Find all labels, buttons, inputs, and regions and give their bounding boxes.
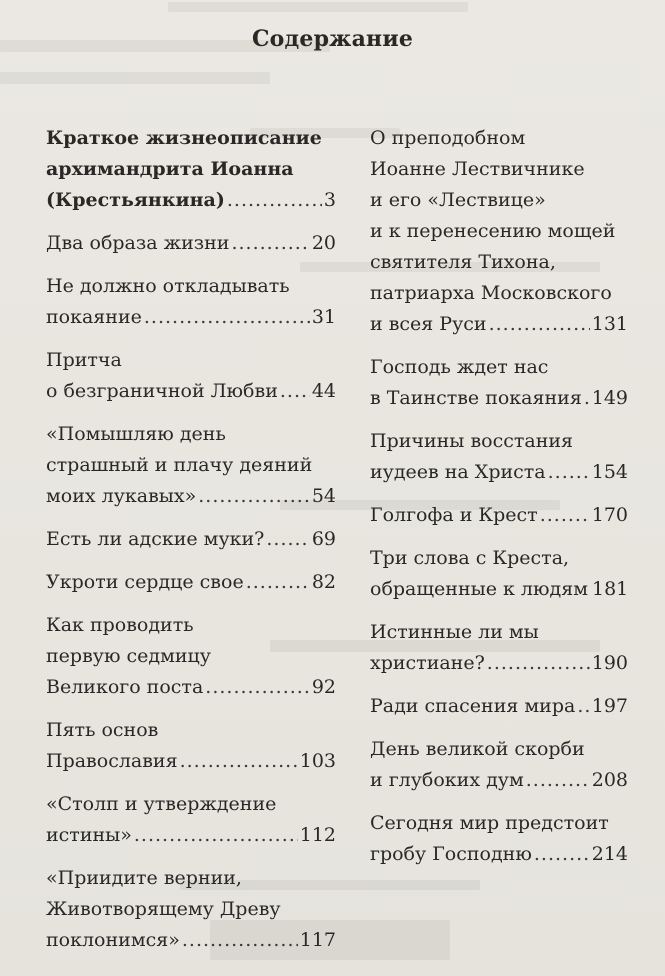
toc-entry-title-line: страшный и плачу деяний (46, 454, 313, 476)
toc-entry-title-line: Истинные ли мы (370, 621, 539, 643)
dot-leader (180, 746, 298, 777)
toc-entry-title-line: и к перенесению мощей (370, 220, 616, 242)
toc-left-column (46, 123, 336, 968)
page-number: 92 (311, 676, 336, 698)
toc-entry-title-line: «Приидите вернии, (46, 867, 242, 889)
dot-leader (489, 309, 590, 340)
page-number: 69 (311, 528, 336, 550)
toc-entry-title-line: День великой скорби (370, 738, 585, 760)
toc-entry-title-line: обращенные к людям (370, 578, 588, 600)
dot-leader (227, 185, 322, 216)
toc-entry-title-line: Сегодня мир предстоит (370, 812, 609, 834)
toc-entry (46, 715, 336, 777)
page-number: 54 (311, 485, 336, 507)
toc-entry-title-line: О преподобном (370, 127, 526, 149)
toc-entry (370, 734, 628, 796)
toc-entry-title-line: гробу Господню (370, 843, 532, 865)
toc-entry-title-line: покаяние (46, 306, 142, 328)
toc-entry-title-line: в Таинстве покаяния (370, 387, 582, 409)
toc-entry-title-line: Краткое жизнеописание (46, 127, 322, 149)
dot-leader (134, 820, 298, 851)
toc-entry-title-line: и всея Руси (370, 313, 487, 335)
toc-entry-title-line: истины» (46, 824, 132, 846)
page-number: 154 (591, 461, 628, 483)
toc-entry-title-line: Великого поста (46, 676, 204, 698)
toc-entry (370, 123, 628, 340)
toc-entry-title-line: Православия (46, 750, 178, 772)
toc-entry (370, 543, 628, 605)
page-number: 112 (299, 824, 336, 846)
toc-entry-title-line: святителя Тихона, (370, 251, 556, 273)
page-number: 20 (311, 232, 336, 254)
dot-leader (534, 839, 590, 870)
toc-entry-title-line: иудеев на Христа (370, 461, 546, 483)
page-number: 82 (311, 571, 336, 593)
toc-entry-title-line: Не должно откладывать (46, 275, 290, 297)
toc-entry-title-line: Причины восстания (370, 430, 574, 452)
dot-leader (198, 481, 310, 512)
toc-entry-title-line: о безграничной Любви (46, 380, 278, 402)
toc-entry-title-line: архимандрита Иоанна (46, 158, 294, 180)
toc-entry-title-line: и глубоких дум (370, 769, 524, 791)
dot-leader (182, 925, 298, 956)
page-number: 190 (591, 652, 628, 674)
toc-entry-title-line: Укроти сердце свое (46, 571, 244, 593)
toc-entry (370, 352, 628, 414)
toc-entry (46, 567, 336, 598)
toc-entry (370, 691, 628, 722)
toc-entry-title-line: патриарха Московского (370, 282, 612, 304)
dot-leader (205, 672, 310, 703)
toc-entry-title-line: христиане? (370, 652, 485, 674)
toc-right-column (370, 123, 628, 882)
toc-entry (46, 123, 336, 216)
toc-entry-title-line: Три слова с Креста, (370, 547, 570, 569)
toc-entry (370, 426, 628, 488)
toc-entry (370, 500, 628, 531)
page-number: 117 (299, 929, 336, 951)
dot-leader (280, 376, 310, 407)
page-number: 197 (591, 695, 628, 717)
toc-entry-title-line: Иоанне Лествичнике (370, 158, 585, 180)
toc-entry-title-line: Два образа жизни (46, 232, 230, 254)
toc-entry-title-line: Животворящему Древу (46, 898, 281, 920)
toc-entry-title-line: (Крестьянкина) (46, 189, 225, 211)
page-number: 131 (591, 313, 628, 335)
toc-entry-title-line: поклонимся» (46, 929, 180, 951)
toc-entry (46, 419, 336, 512)
page-number: 3 (323, 189, 336, 211)
dot-leader (577, 691, 589, 722)
dot-leader (246, 567, 310, 598)
toc-entry (46, 345, 336, 407)
toc-entry-title-line: моих лукавых» (46, 485, 197, 507)
toc-entry (46, 863, 336, 956)
toc-entry-title-line: Есть ли адские муки? (46, 528, 265, 550)
toc-entry (370, 808, 628, 870)
page-number: 208 (591, 769, 628, 791)
toc-entry (46, 610, 336, 703)
page-title: Содержание (251, 26, 414, 52)
dot-leader (548, 457, 590, 488)
page-number: 170 (591, 504, 628, 526)
dot-leader (526, 765, 590, 796)
toc-entry (46, 524, 336, 555)
toc-entry-title-line: Ради спасения мира (370, 695, 576, 717)
toc-entry (46, 228, 336, 259)
toc-entry-title-line: первую седмицу (46, 645, 211, 667)
dot-leader (487, 648, 590, 679)
toc-entry-title-line: «Помышляю день (46, 423, 226, 445)
page-number: 31 (311, 306, 336, 328)
page-number: 181 (592, 578, 629, 600)
page-number: 214 (591, 843, 628, 865)
dot-leader (584, 383, 590, 414)
page-number: 44 (311, 380, 336, 402)
page-number: 149 (591, 387, 628, 409)
toc-entry (370, 617, 628, 679)
toc-entry-title-line: Голгофа и Крест (370, 504, 538, 526)
toc-entry-title-line: Как проводить (46, 614, 194, 636)
toc-entry (46, 271, 336, 333)
dot-leader (144, 302, 310, 333)
toc-entry-title-line: Господь ждет нас (370, 356, 549, 378)
dot-leader (266, 524, 309, 555)
page-number: 103 (299, 750, 336, 772)
dot-leader (540, 500, 590, 531)
toc-entry-title-line: «Столп и утверждение (46, 793, 277, 815)
toc-entry-title-line: Притча (46, 349, 122, 371)
toc-entry (46, 789, 336, 851)
toc-entry-title-line: и его «Лествице» (370, 189, 546, 211)
toc-entry-title-line: Пять основ (46, 719, 159, 741)
dot-leader (231, 228, 309, 259)
